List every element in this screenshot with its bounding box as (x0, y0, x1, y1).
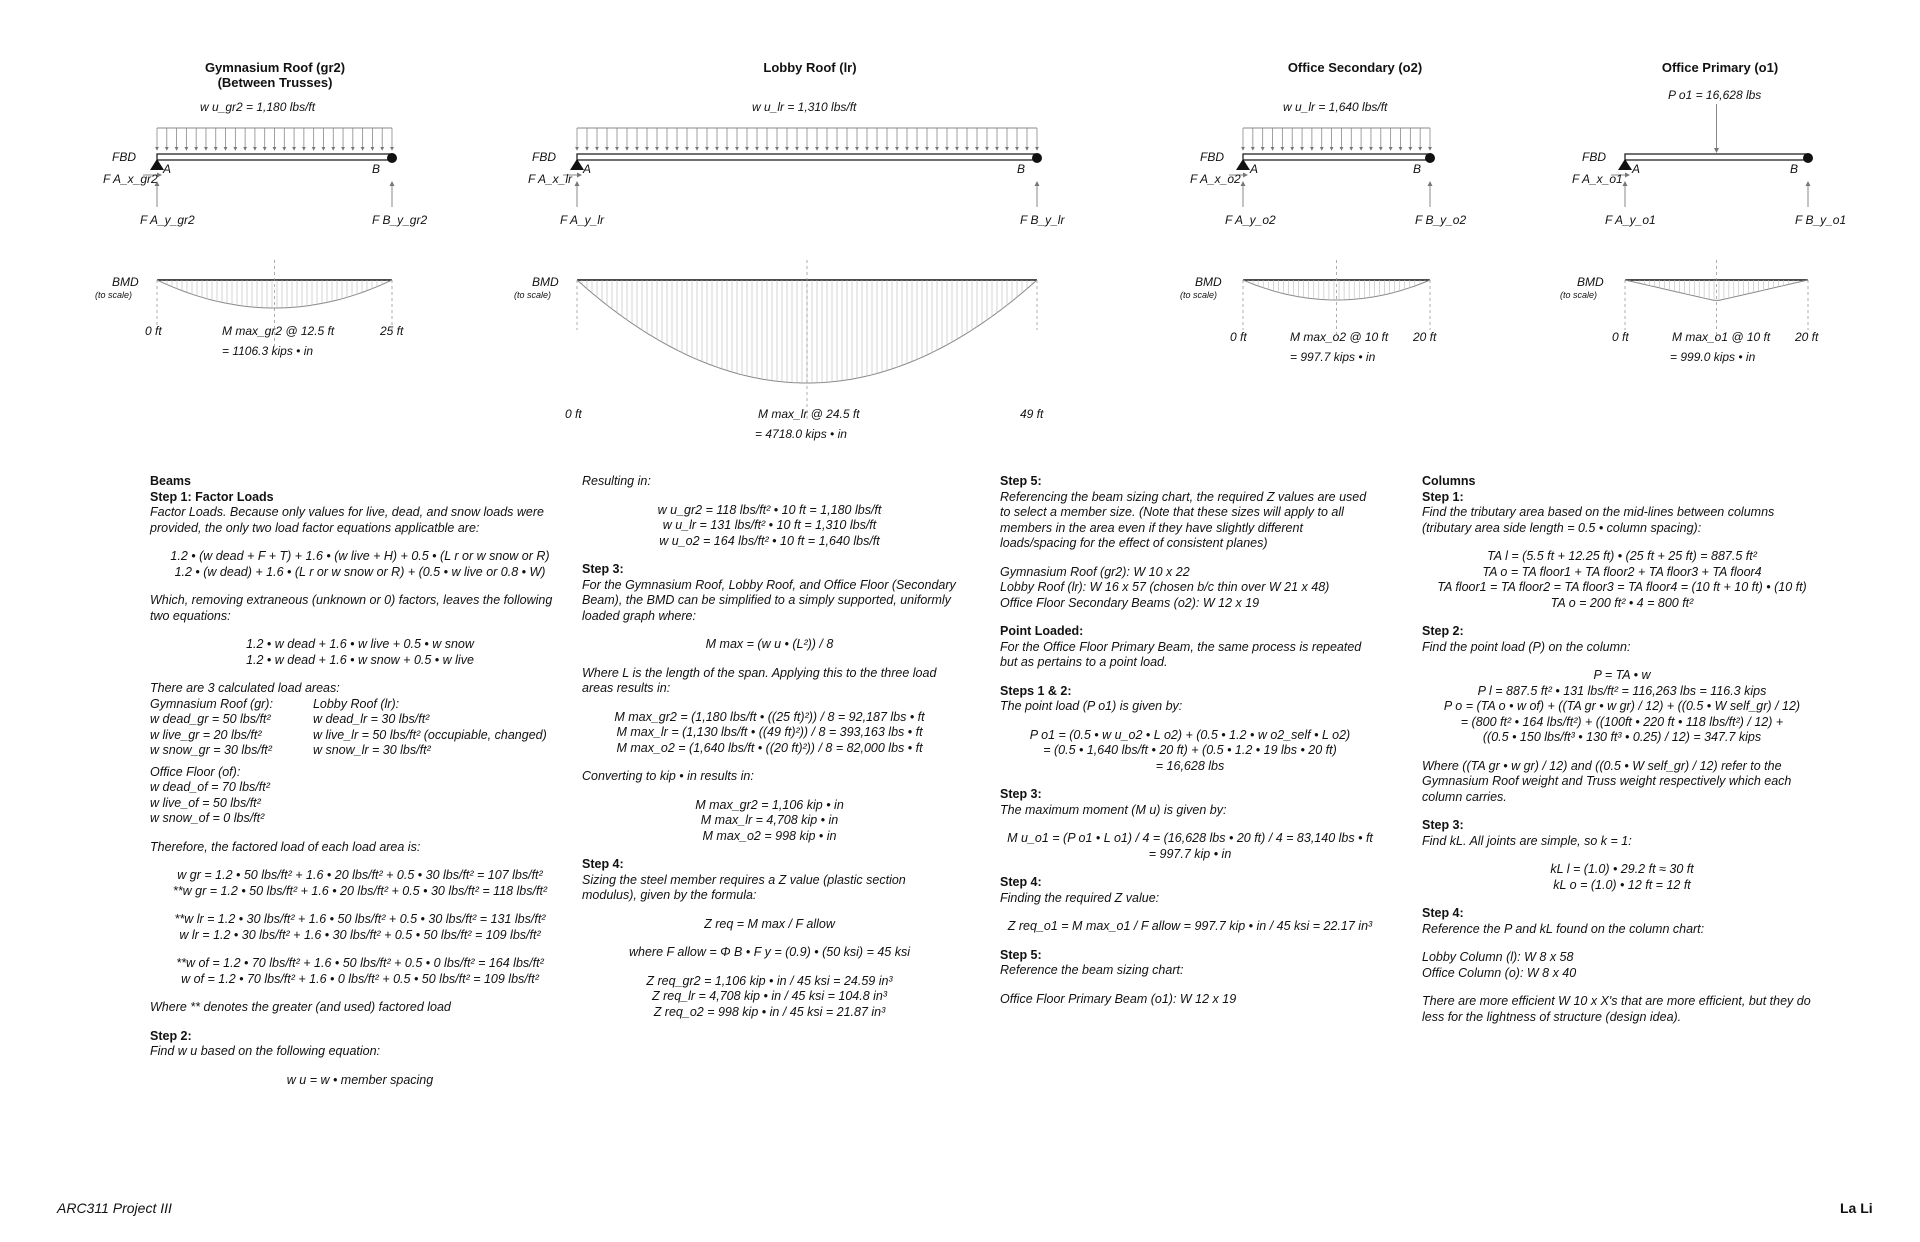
paragraph: Factor Loads. Because only values for live, dead, and snow loads were provided, the only two load factor equations applicatble are: (150, 505, 544, 535)
spacer (1422, 655, 1822, 668)
area-load: w dead_gr = 50 lbs/ft² (150, 712, 271, 726)
spacer (150, 624, 570, 637)
spacer (150, 827, 570, 840)
paragraph: Reference the beam sizing chart: (1000, 963, 1184, 977)
step-heading: Point Loaded: (1000, 624, 1084, 638)
spacer (1422, 536, 1822, 549)
col1b-block (150, 827, 570, 1089)
diagram-title: Lobby Roof (lr) (763, 60, 857, 75)
span-end-label: 25 ft (380, 324, 404, 338)
paragraph: Converting to kip • in results in: (582, 769, 754, 783)
load-label: w u_lr = 1,310 lbs/ft (752, 100, 857, 114)
paragraph: Lobby Roof (lr): W 16 x 57 (chosen b/c thin over W 21 x 48) (1000, 580, 1330, 594)
max-moment-label: M max_o1 @ 10 ft (1672, 330, 1771, 344)
support-b-label: B (1790, 162, 1799, 176)
area-load: w snow_gr = 30 lbs/ft² (150, 743, 272, 757)
spacer (582, 785, 957, 798)
span-start-label: 0 ft (1230, 330, 1247, 344)
reaction-ay-label: F A_y_lr (560, 213, 605, 227)
support-b-label: B (1017, 162, 1026, 176)
support-a-label: A (583, 162, 592, 176)
equation: w of = 1.2 • 70 lbs/ft² + 1.6 • 0 lbs/ft² + 0.5 • 50 lbs/ft² = 109 lbs/ft² (181, 971, 539, 986)
equation: 1.2 • (w dead + F + T) + 1.6 • (w live + H) + 0.5 • (L r or w snow or R) (170, 549, 550, 563)
equation: Z req = M max / F allow (704, 916, 835, 931)
paragraph: Sizing the steel member requires a Z value (plastic section modulus), given by the formula: (582, 872, 906, 902)
column-beams-step3 (582, 474, 957, 1020)
paragraph: There are more efficient W 10 x X's that are more efficient, but they do less for the lightness of structure (design idea). (1422, 994, 1811, 1024)
beam (577, 154, 1037, 160)
step-heading: Beams (150, 474, 191, 488)
equation: P o = (TA o • w of) + ((TA gr • w gr) / 12) + ((0.5 • W self_gr) / 12) (1443, 699, 1801, 713)
col3-block (1000, 474, 1380, 1007)
scale-note: (to scale) (1560, 290, 1598, 300)
equation: P o1 = (0.5 • w u_o2 • L o2) + (0.5 • 1.2 • w o2_self • L o2) (1029, 727, 1351, 742)
beam (1243, 154, 1430, 160)
equation: 1.2 • (w dead) + 1.6 • (L r or w snow or R) + (0.5 • w live or 0.8 • W) (174, 564, 546, 579)
area-heading: Lobby Roof (lr): (312, 696, 400, 711)
span-start-label: 0 ft (565, 407, 582, 421)
paragraph: Therefore, the factored load of each load area is: (150, 839, 421, 854)
scale-note: (to scale) (95, 290, 133, 300)
spacer (150, 899, 570, 912)
bmd-label: BMD (112, 275, 139, 289)
load-areas (150, 697, 570, 759)
fbd-label: FBD (532, 150, 556, 164)
spacer (1000, 715, 1380, 728)
bmd-label: BMD (1577, 275, 1604, 289)
paragraph: Which, removing extraneous (unknown or 0) factors, leaves the following two equations: (150, 593, 553, 623)
col2-block (582, 474, 957, 1020)
equation: P = TA • w (1593, 668, 1651, 682)
equation: w u_o2 = 164 lbs/ft² • 10 ft = 1,640 lbs/ft (659, 533, 880, 548)
reaction-ay-label: F A_y_o2 (1225, 213, 1276, 227)
equation: M max_lr = 4,708 kip • in (700, 813, 839, 827)
spacer (582, 932, 957, 945)
reaction-by-label: F B_y_lr (1020, 213, 1065, 227)
column-columns (1422, 474, 1822, 1025)
spacer (582, 624, 957, 637)
spacer (1422, 893, 1822, 906)
fbd-label: FBD (1582, 150, 1606, 164)
span-end-label: 49 ft (1020, 407, 1044, 421)
col1-block (150, 474, 570, 697)
step-heading: Step 5: (1000, 474, 1042, 488)
fbd-label: FBD (112, 150, 136, 164)
equation: Z req_lr = 4,708 kip • in / 45 ksi = 104.8 in³ (651, 989, 888, 1003)
equation: Z req_gr2 = 1,106 kip • in / 45 ksi = 24.59 in³ (646, 973, 893, 988)
paragraph: Where ((TA gr • w gr) / 12) and ((0.5 • W self_gr) / 12) refer to the Gymnasium Roof weight and Truss weight respectively which each column carries. (1422, 758, 1792, 804)
spacer (1000, 774, 1380, 787)
area-gym (150, 697, 273, 759)
area-lobby (313, 697, 547, 759)
spacer (582, 653, 957, 666)
roller-support (1803, 153, 1813, 163)
area-heading: Office Floor (of): (150, 764, 241, 779)
load-label: P o1 = 16,628 lbs (1668, 88, 1762, 102)
spacer (1000, 818, 1380, 831)
reaction-ax-label: F A_x_lr (528, 172, 573, 186)
spacer (1422, 981, 1822, 994)
reaction-ax-label: F A_x_gr2 (103, 172, 158, 186)
reaction-by-label: F B_y_gr2 (372, 213, 428, 227)
spacer (1422, 611, 1822, 624)
max-moment-label: M max_o2 @ 10 ft (1290, 330, 1389, 344)
diagram-title: Office Primary (o1) (1661, 60, 1779, 75)
max-moment-label: M max_lr @ 24.5 ft (758, 407, 860, 421)
paragraph: Office Floor Primary Beam (o1): W 12 x 19 (1000, 991, 1237, 1006)
spacer (582, 961, 957, 974)
equation: 1.2 • w dead + 1.6 • w live + 0.5 • w snow (246, 637, 474, 651)
paragraph: The point load (P o1) is given by: (1000, 699, 1183, 713)
pin-support (150, 159, 164, 170)
equation: = (800 ft² • 164 lbs/ft²) + ((100ft • 220 ft • 118 lbs/ft²) / 12) + (1460, 714, 1784, 729)
spacer (1000, 611, 1380, 624)
max-moment-value: = 4718.0 kips • in (755, 427, 847, 441)
equation: 1.2 • w dead + 1.6 • w snow + 0.5 • w live (246, 652, 474, 667)
step-heading: Step 2: (150, 1028, 192, 1043)
reaction-by-label: F B_y_o2 (1415, 213, 1467, 227)
step-heading: Step 4: (1422, 906, 1464, 920)
area-load: w snow_of = 0 lbs/ft² (150, 811, 265, 825)
roller-support (387, 153, 397, 163)
span-start-label: 0 ft (145, 324, 162, 338)
equation: kL l = (1.0) • 29.2 ft ≈ 30 ft (1550, 862, 1694, 876)
beam (1625, 154, 1808, 160)
equation: P l = 887.5 ft² • 131 lbs/ft² = 116,263 lbs = 116.3 kips (1477, 683, 1767, 698)
scale-note: (to scale) (1180, 290, 1218, 300)
area-load: w live_lr = 50 lbs/ft² (occupiable, changed) (312, 727, 547, 742)
area-office (150, 765, 570, 827)
max-moment-value: = 1106.3 kips • in (222, 344, 314, 358)
reaction-ax-label: F A_x_o2 (1190, 172, 1241, 186)
diagram-layer (143, 104, 1813, 421)
step-heading: Step 4: (582, 857, 624, 871)
equation: where F allow = Φ B • F y = (0.9) • (50 ksi) = 45 ksi (628, 945, 910, 959)
spacer (582, 490, 957, 503)
area-load: w dead_lr = 30 lbs/ft² (312, 712, 430, 726)
paragraph: The maximum moment (M u) is given by: (1000, 802, 1227, 817)
area-load: w dead_of = 70 lbs/ft² (150, 780, 270, 794)
equation: **w of = 1.2 • 70 lbs/ft² + 1.6 • 50 lbs/ft² + 0.5 • 0 lbs/ft² = 164 lbs/ft² (176, 956, 544, 970)
equation: w u = w • member spacing (286, 1072, 434, 1087)
spacer (582, 844, 957, 857)
paragraph: Find w u based on the following equation: (150, 1044, 381, 1058)
paragraph: Lobby Column (l): W 8 x 58 (1422, 950, 1574, 964)
span-end-label: 20 ft (1795, 330, 1819, 344)
paragraph: Office Floor Secondary Beams (o2): W 12 x 19 (1000, 595, 1260, 610)
step-heading: Step 1: Factor Loads (150, 489, 274, 504)
equation: w u_lr = 131 lbs/ft² • 10 ft = 1,310 lbs/ft (662, 518, 877, 532)
equation: M max_o2 = 998 kip • in (702, 828, 837, 843)
paragraph: Where L is the length of the span. Applying this to the three load areas results in: (582, 665, 937, 695)
spacer (582, 549, 957, 562)
area-heading: Gymnasium Roof (gr): (150, 696, 273, 711)
spacer (150, 668, 570, 681)
equation: M max_o2 = (1,640 lbs/ft • ((20 ft)²)) / 8 = 82,000 lbs • ft (616, 740, 923, 755)
spacer (150, 536, 570, 549)
max-moment-label: M max_gr2 @ 12.5 ft (222, 324, 335, 338)
equation: M u_o1 = (P o1 • L o1) / 4 = (16,628 lbs • 20 ft) / 4 = 83,140 lbs • ft (1007, 831, 1373, 845)
equation: = (0.5 • 1,640 lbs/ft • 20 ft) + (0.5 • 1.2 • 19 lbs • 20 ft) (1043, 743, 1337, 757)
support-a-label: A (163, 162, 172, 176)
spacer (1422, 746, 1822, 759)
equation: = 16,628 lbs (1155, 758, 1225, 773)
equation: Z req_o1 = M max_o1 / F allow = 997.7 kip • in / 45 ksi = 22.17 in³ (1007, 919, 1373, 933)
bmd-label: BMD (532, 275, 559, 289)
paragraph: Find the point load (P) on the column: (1422, 639, 1631, 654)
paragraph: Reference the P and kL found on the column chart: (1422, 921, 1705, 936)
equation: M max_lr = (1,130 lbs/ft • ((49 ft)²)) / 8 = 393,163 lbs • ft (616, 725, 923, 739)
diagram-title: Office Secondary (o2) (1287, 60, 1423, 75)
step-heading: Step 1: (1422, 489, 1464, 504)
step-heading: Step 2: (1422, 624, 1464, 638)
spacer (1422, 937, 1822, 950)
spacer (1422, 805, 1822, 818)
equation: M max_gr2 = 1,106 kip • in (695, 797, 844, 812)
col4-block (1422, 474, 1822, 1025)
equation: Z req_o2 = 998 kip • in / 45 ksi = 21.87 in³ (653, 1004, 886, 1019)
area-load: w live_gr = 20 lbs/ft² (150, 727, 262, 742)
spacer (1000, 862, 1380, 875)
equation: TA o = 200 ft² • 4 = 800 ft² (1550, 595, 1694, 610)
equation: TA o = TA floor1 + TA floor2 + TA floor3 + TA floor4 (1482, 564, 1762, 579)
pin-support (1618, 159, 1632, 170)
spacer (1000, 935, 1380, 948)
spacer (1000, 979, 1380, 992)
spacer (1000, 552, 1380, 565)
pin-support (570, 159, 584, 170)
equation: **w lr = 1.2 • 30 lbs/ft² + 1.6 • 50 lbs/ft² + 0.5 • 30 lbs/ft² = 131 lbs/ft² (174, 912, 546, 926)
spacer (150, 987, 570, 1000)
spacer (150, 943, 570, 956)
step-heading: Columns (1422, 474, 1476, 488)
beam (157, 154, 392, 160)
max-moment-value: = 999.0 kips • in (1670, 350, 1756, 364)
equation: TA l = (5.5 ft + 12.25 ft) • (25 ft + 25 ft) = 887.5 ft² (1487, 549, 1757, 563)
spacer (150, 855, 570, 868)
spacer (1422, 849, 1822, 862)
support-b-label: B (1413, 162, 1422, 176)
span-start-label: 0 ft (1612, 330, 1629, 344)
step-heading: Step 5: (1000, 947, 1042, 962)
reaction-ay-label: F A_y_o1 (1605, 213, 1656, 227)
load-label: w u_lr = 1,640 lbs/ft (1283, 100, 1388, 114)
paragraph: Where ** denotes the greater (and used) factored load (150, 1000, 451, 1014)
paragraph: Find kL. All joints are simple, so k = 1: (1422, 833, 1632, 848)
column-beams-step5 (1000, 474, 1380, 1007)
spacer (150, 580, 570, 593)
footer-project: ARC311 Project III (57, 1200, 172, 1216)
max-moment-value: = 997.7 kips • in (1290, 350, 1376, 364)
pin-support (1236, 159, 1250, 170)
paragraph: For the Gymnasium Roof, Lobby Roof, and Office Floor (Secondary Beam), the BMD can be simplified to a simply supported, uniformly loaded graph where: (582, 577, 956, 623)
equation: = 997.7 kip • in (1148, 846, 1232, 861)
spacer (582, 904, 957, 917)
fbd-label: FBD (1200, 150, 1224, 164)
load-label: w u_gr2 = 1,180 lbs/ft (200, 100, 316, 114)
equation: M max_gr2 = (1,180 lbs/ft • ((25 ft)²)) / 8 = 92,187 lbs • ft (614, 709, 925, 724)
roller-support (1425, 153, 1435, 163)
step-heading: Steps 1 & 2: (1000, 683, 1072, 698)
spacer (1000, 906, 1380, 919)
span-end-label: 20 ft (1413, 330, 1437, 344)
equation: M max = (w u • (L²)) / 8 (705, 637, 834, 651)
paragraph: Referencing the beam sizing chart, the required Z values are used to select a member size. (Note that these sizes will apply to all members in the area even if they have slightly different loads/spacing for the effect of consistent planes) (1000, 489, 1367, 550)
step-heading: Step 3: (1000, 787, 1042, 801)
spacer (150, 1060, 570, 1073)
reaction-ax-label: F A_x_o1 (1572, 172, 1623, 186)
paragraph: There are 3 calculated load areas: (150, 681, 340, 695)
diagram-title: Gymnasium Roof (gr2) (Between Trusses) (204, 60, 346, 90)
area-load: w live_of = 50 lbs/ft² (150, 795, 261, 810)
bmd-label: BMD (1195, 275, 1222, 289)
paragraph: Find the tributary area based on the mid-lines between columns (tributary area side length = 0.5 • column spacing): (1422, 505, 1775, 535)
spacer (1000, 671, 1380, 684)
reaction-ay-label: F A_y_gr2 (140, 213, 195, 227)
scale-note: (to scale) (514, 290, 552, 300)
area-load: w snow_lr = 30 lbs/ft² (312, 743, 431, 757)
paragraph: Office Column (o): W 8 x 40 (1422, 965, 1577, 980)
step-heading: Step 4: (1000, 875, 1042, 889)
footer-author: La Li (1840, 1200, 1873, 1216)
support-b-label: B (372, 162, 381, 176)
equation: TA floor1 = TA floor2 = TA floor3 = TA floor4 = (10 ft + 10 ft) • (10 ft) (1437, 580, 1807, 594)
equation: **w gr = 1.2 • 50 lbs/ft² + 1.6 • 20 lbs/ft² + 0.5 • 30 lbs/ft² = 118 lbs/ft² (172, 883, 548, 898)
equation: w lr = 1.2 • 30 lbs/ft² + 1.6 • 30 lbs/ft² + 0.5 • 50 lbs/ft² = 109 lbs/ft² (179, 927, 541, 942)
support-a-label: A (1632, 162, 1641, 176)
paragraph: For the Office Floor Primary Beam, the same process is repeated but as pertains to a point load. (1000, 639, 1362, 669)
paragraph: Finding the required Z value: (1000, 890, 1160, 905)
equation: w gr = 1.2 • 50 lbs/ft² + 1.6 • 20 lbs/ft² + 0.5 • 30 lbs/ft² = 107 lbs/ft² (177, 868, 543, 882)
spacer (582, 697, 957, 710)
equation: kL o = (1.0) • 12 ft = 12 ft (1553, 877, 1691, 892)
support-a-label: A (1250, 162, 1259, 176)
spacer (150, 1016, 570, 1029)
spacer (582, 756, 957, 769)
step-heading: Step 3: (582, 562, 624, 576)
equation: w u_gr2 = 118 lbs/ft² • 10 ft = 1,180 lbs/ft (657, 502, 882, 517)
roller-support (1032, 153, 1042, 163)
step-heading: Step 3: (1422, 818, 1464, 832)
column-beams-step1 (150, 474, 570, 1088)
paragraph: Resulting in: (582, 474, 651, 488)
paragraph: Gymnasium Roof (gr2): W 10 x 22 (1000, 564, 1190, 579)
equation: ((0.5 • 150 lbs/ft³ • 130 ft³ • 0.25) / 12) = 347.7 kips (1482, 730, 1762, 744)
reaction-by-label: F B_y_o1 (1795, 213, 1847, 227)
